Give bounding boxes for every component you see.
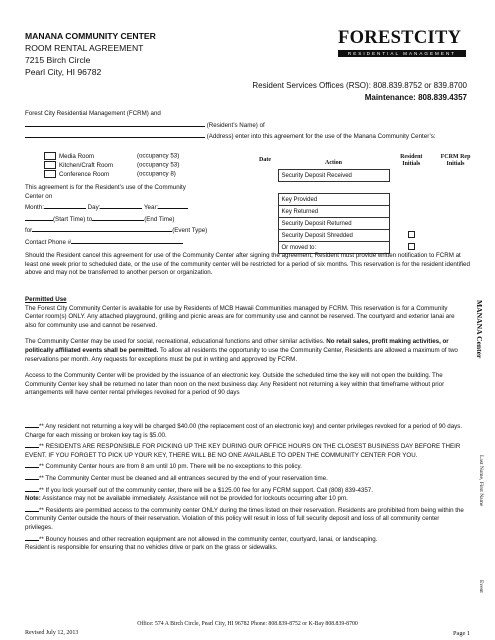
page-number: Page 1 [453, 630, 470, 637]
document-subtitle: ROOM RENTAL AGREEMENT [25, 43, 144, 53]
rule-item: ** If you lock yourself out of the community center, there will be a $125.00 fee for any FCRM support. Call (808) 839-4357. [25, 484, 465, 496]
rule-item: ** Any resident not returning a key will be charged $40.00 (the replacement cost of an electronic key) and center privileges revoked for a period of 90 days. Charge for each missing or broken key tag is $5.00. [25, 420, 465, 440]
year-field[interactable] [158, 201, 188, 209]
rule-item: ** RESIDENTS ARE RESPONSIBLE FOR PICKING UP THE KEY DURING OUR OFFICE HOURS ON THE CLOSEST BUSINESS DAY BEFORE THEIR EVENT. IF YOU FORGET TO PICK UP YOUR KEY, THERE WILL BE NO ONE AVAILABLE TO OPEN THE COMMUNITY CENTER FOR YOU. [25, 440, 465, 460]
col-date: Date [259, 157, 271, 164]
room-option[interactable]: Media Room (occupancy 53) [44, 152, 179, 161]
rule-initial-field[interactable] [25, 472, 39, 480]
room-checkbox[interactable] [44, 170, 56, 178]
table-row: Security Deposit Returned [252, 218, 478, 230]
logo-tagline: RESIDENTIAL MANAGEMENT [338, 50, 466, 57]
col-fcrm: FCRM Rep Initials [440, 153, 471, 167]
col-resident: Resident Initials [400, 153, 423, 167]
rso-phone: Resident Services Offices (RSO): 808.839.8752 or 839.8700 [252, 81, 467, 90]
rule-item: ** Community Center hours are from 8 am until 10 pm. There will be no exceptions to this policy. [25, 460, 465, 472]
rule-initial-field[interactable] [25, 533, 39, 541]
parking-rule: Resident is responsible for ensuring that no vehicles drive or park on the grass or sidewalks. [25, 544, 278, 552]
room-option[interactable]: Kitchen/Craft Room (occupancy 53) [44, 161, 179, 170]
intro-line-3: (Address) enter into this agreement for the use of the Manana Community Center’s: [206, 133, 436, 141]
col-action: Action [325, 160, 342, 166]
rules-list [25, 420, 465, 553]
room-option[interactable]: Conference Room (occupancy 8) [44, 170, 179, 179]
table-row: Or moved to: [252, 242, 478, 254]
address-field[interactable] [25, 130, 205, 138]
note: Note: Assistance may not be available immediately. Assistance will not be provided for lockouts occurring after 10 pm. [25, 495, 348, 503]
address-line-2: Pearl City, HI 96782 [25, 67, 102, 77]
rule-initial-field[interactable] [25, 440, 39, 448]
maintenance-phone: Maintenance: 808.839.4357 [364, 92, 467, 102]
room-checkbox[interactable] [44, 161, 56, 169]
table-row: Key Provided [252, 194, 478, 206]
logo-name: FORESTCITY [338, 28, 462, 48]
cancellation-paragraph: Should the Resident cancel this agreement for use of the Community Center after signing the agreement, Resident must provide written notification to FCRM at least one week prior to scheduled date, or the use of the community center will be restricted for a period of six months. This reservation is for the resident identified above and may not be transferred to another person or organization. [25, 252, 470, 277]
month-field[interactable] [44, 201, 86, 209]
forestcity-logo [338, 28, 468, 57]
rule-initial-field[interactable] [25, 420, 39, 428]
contact-phone-field[interactable] [71, 236, 183, 244]
intro-line-2: (Resident’s Name) of [206, 121, 265, 129]
sidebar-event-label: Event [478, 580, 484, 593]
room-list [44, 152, 179, 180]
sidebar-center-label: MANANA Center [475, 300, 484, 359]
rule-initial-field[interactable] [25, 504, 39, 512]
address-line-1: 7215 Birch Circle [25, 55, 91, 65]
rule-item: ** Bouncy houses and other recreation equipment are not allowed in the community center, courtyard, lanai, or landscaping. [25, 533, 465, 545]
day-field[interactable] [100, 201, 142, 209]
table-row: Security Deposit Received [252, 170, 478, 182]
sidebar-name-label: Last Name, First Name [478, 455, 484, 507]
resident-name-field[interactable] [25, 119, 205, 127]
end-time-field[interactable] [92, 213, 144, 221]
event-type-field[interactable] [32, 224, 172, 232]
shredded-checkbox[interactable] [408, 231, 415, 238]
intro-line-1: Forest City Residential Management (FCRM) and [25, 110, 161, 117]
contact-block [252, 80, 467, 103]
rule-item: ** Residents are permitted access to the community center ONLY during the times listed on their reservation. Residents are prohibited from being within the Community Center outside the hours of their reservation. Violation of this policy will result in loss of full security deposit and loss of all community center privileges. [25, 504, 465, 533]
rule-item: ** The Community Center must be cleaned and all entrances secured by the end of your reservation time. [25, 472, 465, 484]
room-checkbox[interactable] [44, 152, 56, 160]
moved-checkbox[interactable] [408, 243, 415, 250]
reservation-block: This agreement is for the Resident’s use of the Community Center on Month: Day: Year: (Start Time) to (End Time) for (Event Type) Contact Phone # [25, 184, 208, 246]
rule-initial-field[interactable] [25, 484, 39, 492]
revision-date: Revised July 12, 2013 [25, 630, 79, 636]
rule-initial-field[interactable] [25, 460, 39, 468]
permitted-use-section: Permitted Use The Forest City Community Center is available for use by Residents of MCB Hawaii Communities managed by FCRM. This reservation is for a Community Center room(s) ONLY. Any attached playground, grilling and picnic areas are for community use and cannot be reserved. The courtyard and exterior lanai are also for community use and cannot be reserved. The Community Center may be used for social, recreational, educational functions and other similar activities. No retail sales, profit making activities, or politically affiliated events shall be permitted. To allow all residents the opportunity to use the Community Center, Residents are allowed a maximum of two reservations per month. Any requests for exceptions must be put in writing and approved by FCRM. Access to the Community Center will be provided by the issuance of an electronic key. Outside the scheduled time the key will not open the building. The Community Center key shall be returned no later than noon on the next business day. Any Resident not returning a key within that timeframe without prior arrangements will have center rental privileges revoked for a period of 90 days [25, 296, 465, 398]
table-row: Security Deposit Shredded [252, 230, 478, 242]
section-heading: Permitted Use [25, 296, 67, 303]
intro-block [25, 110, 475, 142]
start-time-field[interactable] [25, 213, 53, 221]
table-row: Key Returned [252, 206, 478, 218]
footer-office: Office: 574 A Birch Circle, Pearl City, HI 96782 Phone: 808.839-8752 or K-Bay 808.839-8700 [137, 621, 358, 627]
tracking-table [252, 152, 478, 254]
document-title: MANANA COMMUNITY CENTER [25, 31, 156, 41]
